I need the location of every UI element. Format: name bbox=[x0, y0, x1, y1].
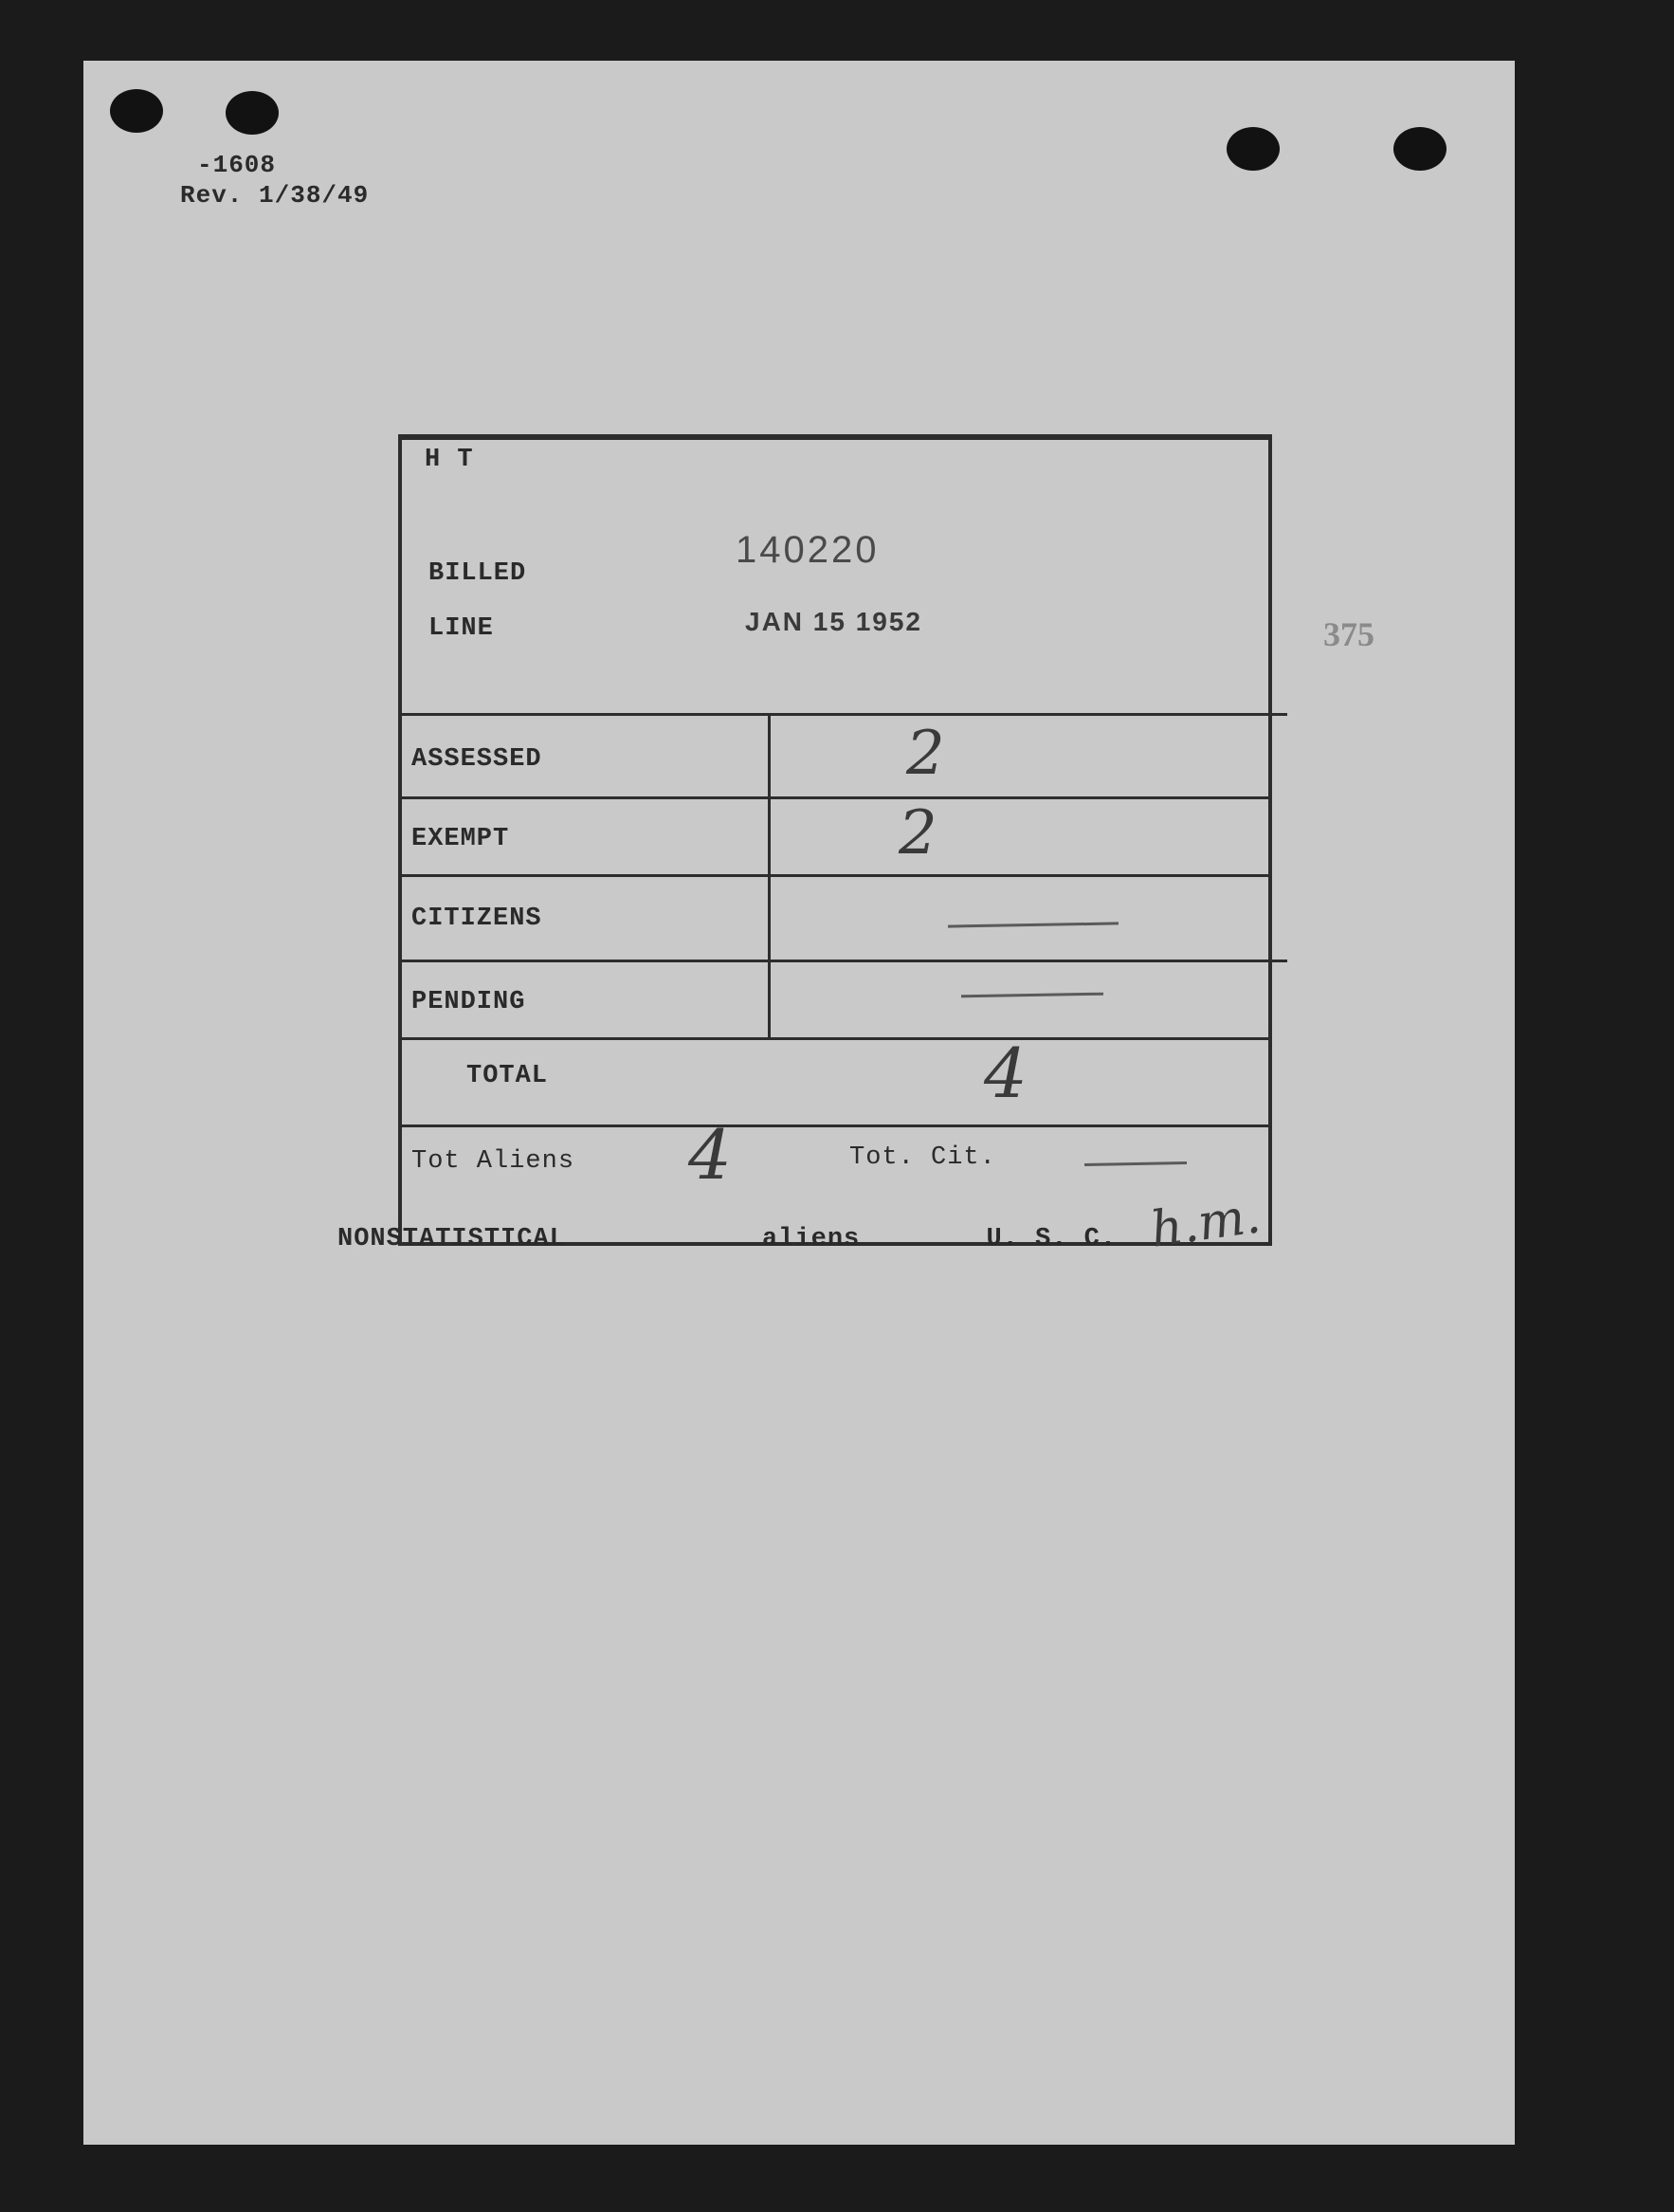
divider-header bbox=[402, 713, 1287, 716]
nonstatistical-blank bbox=[566, 1223, 746, 1245]
pending-dash bbox=[961, 993, 1103, 998]
column-divider bbox=[768, 713, 771, 1037]
exempt-label: EXEMPT bbox=[411, 825, 510, 853]
divider-total bbox=[402, 1124, 1268, 1127]
handwritten-initials: h.m. bbox=[1147, 1187, 1265, 1259]
divider-exempt bbox=[402, 874, 1268, 877]
divider-assessed bbox=[402, 796, 1268, 799]
punch-hole-right bbox=[1227, 127, 1280, 171]
total-value: 4 bbox=[984, 1033, 1028, 1113]
assessed-label: ASSESSED bbox=[411, 745, 542, 774]
pending-value bbox=[914, 977, 923, 987]
form-number: -1608 bbox=[197, 151, 277, 179]
tot-aliens-value: 4 bbox=[688, 1115, 732, 1195]
pending-label: PENDING bbox=[411, 988, 526, 1016]
punch-hole-left bbox=[110, 89, 163, 133]
total-label: TOTAL bbox=[466, 1062, 549, 1090]
aliens-blank bbox=[860, 1223, 970, 1245]
divider-pending bbox=[402, 1037, 1268, 1040]
paper-sheet bbox=[83, 61, 1515, 2145]
ht-label: H T bbox=[425, 446, 474, 474]
tot-cit-value bbox=[1065, 1142, 1075, 1152]
citizens-dash bbox=[948, 922, 1119, 927]
nonstatistical-line bbox=[337, 1223, 1117, 1253]
citizens-value bbox=[914, 893, 923, 904]
citizens-label: CITIZENS bbox=[411, 905, 542, 933]
page-number: 375 bbox=[1323, 615, 1374, 653]
tot-aliens-label: Tot Aliens bbox=[411, 1147, 575, 1176]
billed-label: BILLED bbox=[428, 559, 527, 588]
line-label: LINE bbox=[428, 614, 494, 643]
tot-cit-dash bbox=[1084, 1161, 1187, 1166]
tot-cit-label: Tot. Cit. bbox=[849, 1143, 996, 1172]
aliens-label: aliens bbox=[762, 1225, 861, 1253]
punch-hole-right-2 bbox=[1393, 127, 1447, 171]
revision-date: Rev. 1/38/49 bbox=[180, 181, 370, 210]
divider-citizens bbox=[402, 960, 1287, 962]
record-stamp-box bbox=[398, 434, 1272, 1246]
punch-hole-left-2 bbox=[226, 91, 279, 135]
nonstatistical-label: NONSTATISTICAL bbox=[337, 1225, 566, 1253]
exempt-value: 2 bbox=[899, 798, 937, 868]
assessed-value: 2 bbox=[906, 719, 945, 789]
billed-number: 140220 bbox=[736, 529, 880, 571]
line-date: JAN 15 1952 bbox=[745, 607, 923, 636]
usc-label: U. S. C. bbox=[986, 1225, 1118, 1253]
